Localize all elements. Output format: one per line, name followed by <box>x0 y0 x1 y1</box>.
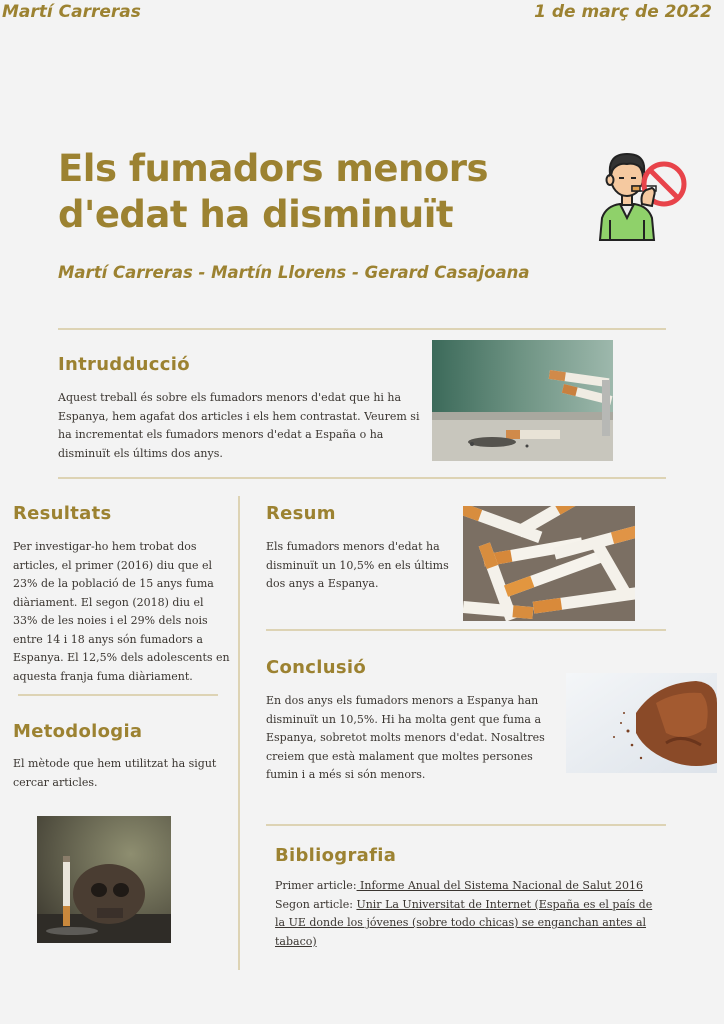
column-divider <box>238 496 240 970</box>
bibliography-item <box>275 877 653 896</box>
divider <box>58 477 666 479</box>
resultats-text: Per investigar-ho hem trobat dos articles, el primer (2016) diu que el 23% de la població de 15 anys fuma diàriament. El segon (2018) diu el 33% de les noies i el 29% dels nois entre 14 i 18 anys són fumadors a Espanya. El 12,5% dels adolescents en aquesta franja fuma diàriament. <box>13 540 230 683</box>
resultats-heading: Resultats <box>13 503 112 524</box>
bibliography-link-informe[interactable]: Informe Anual del Sistema Nacional de Salut 2016 <box>356 879 644 892</box>
metodologia-heading: Metodologia <box>13 721 143 742</box>
bibliography-item <box>275 896 653 952</box>
cigarette-ashtray-photo <box>432 340 613 461</box>
divider <box>266 629 666 631</box>
cigarette-pile-photo <box>463 506 635 621</box>
header-author: Martí Carreras <box>2 2 141 22</box>
resum-heading: Resum <box>266 503 336 524</box>
authors-line: Martí Carreras - Martín Llorens - Gerard Casajoana <box>58 263 530 282</box>
intro-text: Aquest treball és sobre els fumadors menors d'edat que hi ha Espanya, hem agafat dos articles i els hem contrastat. Veurem si ha incrementat els fumadors menors d'edat a España o ha disminuït els últims dos anys. <box>58 391 420 460</box>
intro-heading: Intrudducció <box>58 354 190 375</box>
divider <box>266 824 666 826</box>
divider <box>58 328 666 330</box>
bibliography-item-prefix: Primer article: <box>275 879 357 892</box>
no-smoking-boy-icon <box>594 148 688 242</box>
bibliografia-heading: Bibliografia <box>275 845 397 866</box>
bibliography-item-prefix: Segon article: <box>275 897 357 911</box>
resum-text: Els fumadors menors d'edat ha disminuït un 10,5% en els últims dos anys a Espanya. <box>266 540 449 590</box>
tobacco-photo <box>566 673 717 773</box>
bibliography-link-unir[interactable]: Unir La Universitat de Internet (España es el país de la UE donde los jóvenes (sobre todo chicas) se enganchan antes al tabaco) <box>275 897 653 948</box>
conclusio-heading: Conclusió <box>266 657 366 678</box>
divider <box>18 694 218 696</box>
header-date: 1 de març de 2022 <box>534 2 712 22</box>
page-title: Els fumadors menors d'edat ha disminuït <box>58 147 489 236</box>
skull-cigarette-photo <box>37 816 171 943</box>
bibliografia-list <box>275 877 653 951</box>
metodologia-text: El mètode que hem utilitzat ha sigut cercar articles. <box>13 757 217 789</box>
conclusio-text: En dos anys els fumadors menors a Espanya han disminuït un 10,5%. Hi ha molta gent que fuma a Espanya, sobretot molts menors d'edat. Nosaltres creiem que està malament que moltes persones fumin i a més si són menors. <box>266 694 545 781</box>
